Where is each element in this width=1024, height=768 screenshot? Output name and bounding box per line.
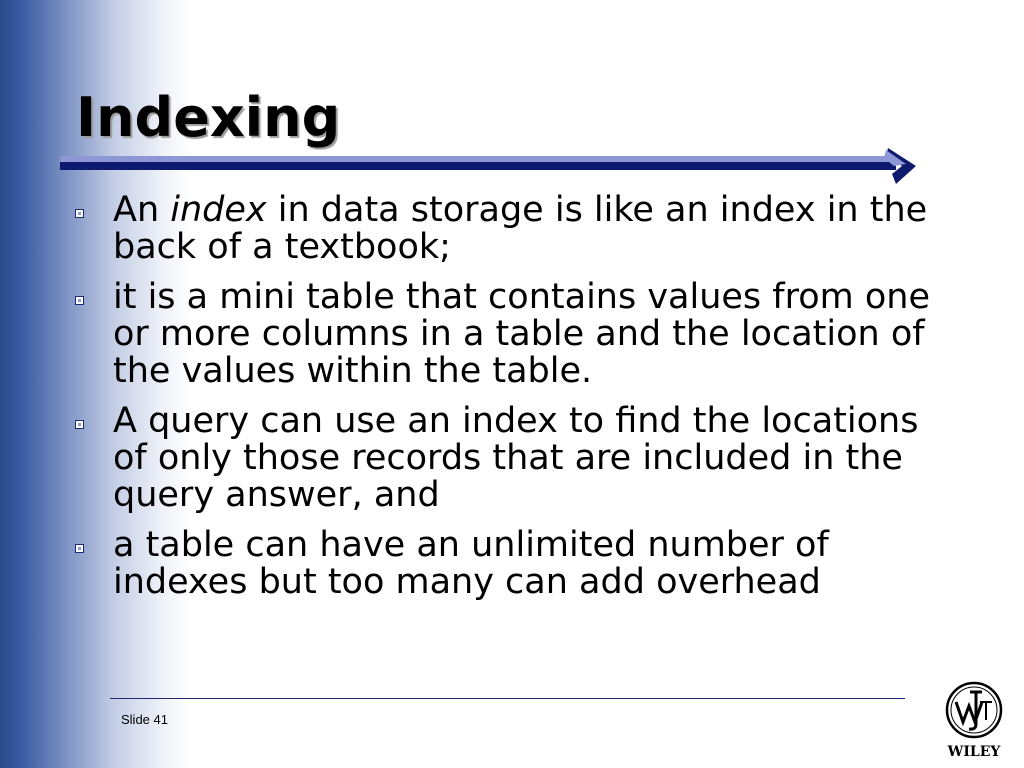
logo-text: WILEY bbox=[947, 744, 1001, 760]
bullet-item bbox=[75, 403, 955, 514]
bullet-text: a table can have an unlimited number of indexes but too many can add overhead bbox=[113, 525, 829, 602]
square-bullet-icon bbox=[75, 296, 84, 305]
bullet-text: in data storage is like an index in the back of a textbook; bbox=[113, 190, 928, 267]
bullet-emphasis: index bbox=[170, 190, 267, 230]
bullet-item bbox=[75, 192, 955, 266]
footer-divider bbox=[110, 698, 905, 699]
slide-title: Indexing bbox=[76, 86, 341, 149]
bullet-text: it is a mini table that contains values from one or more columns in a table and the location of the values within the table. bbox=[113, 277, 930, 391]
square-bullet-icon bbox=[75, 420, 84, 429]
arrow-right-icon bbox=[60, 146, 920, 188]
slide-number: Slide 41 bbox=[121, 712, 168, 727]
square-bullet-icon bbox=[75, 209, 84, 218]
bullet-item bbox=[75, 279, 955, 390]
bullet-list bbox=[75, 192, 955, 614]
wiley-logo bbox=[942, 680, 1006, 762]
bullet-item bbox=[75, 527, 955, 601]
bullet-text: A query can use an index to find the locations of only those records that are included in the query answer, and bbox=[113, 401, 919, 515]
square-bullet-icon bbox=[75, 544, 84, 553]
bullet-text: An bbox=[113, 190, 171, 230]
